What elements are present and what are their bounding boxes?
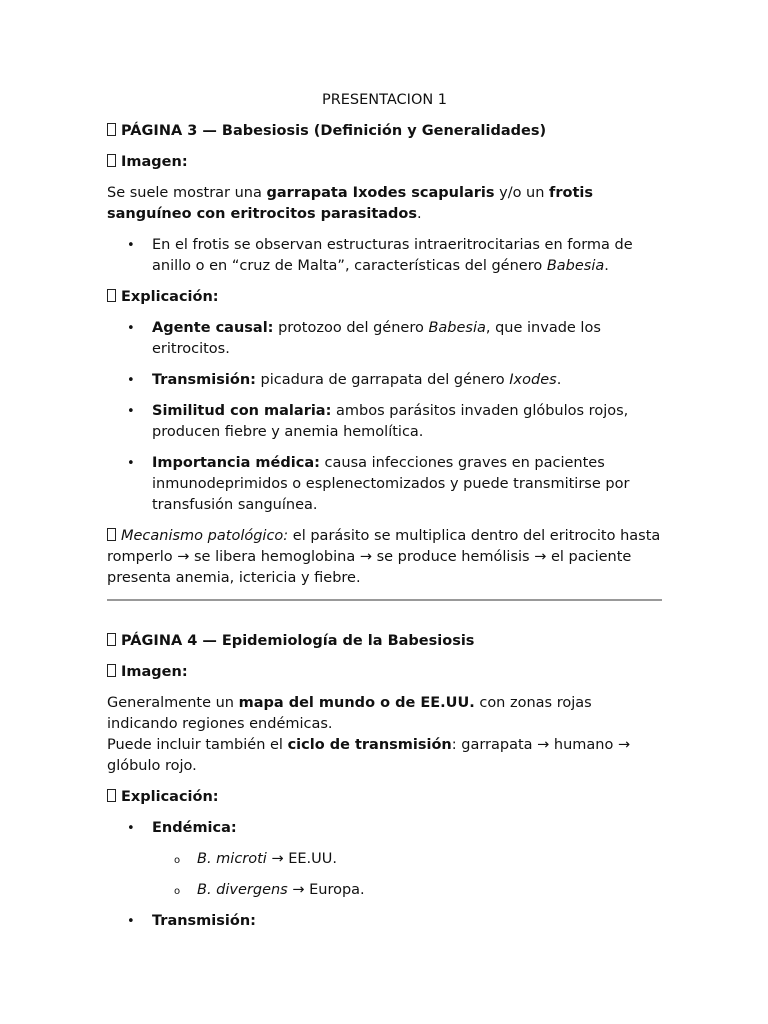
document-title: PRESENTACION 1	[321, 92, 448, 108]
missing-glyph-icon	[107, 123, 116, 136]
page3-imagen-text: Se suele mostrar una garrapata Ixodes scapularis y/o un frotis sanguíneo con eritrocitos parasitados.	[107, 185, 593, 222]
missing-glyph-icon	[107, 154, 116, 167]
list-item: o B. microti → EE.UU.	[152, 849, 662, 870]
missing-glyph-icon	[107, 528, 116, 541]
missing-glyph-icon	[107, 789, 116, 802]
list-item: • Transmisión:	[107, 911, 662, 932]
page4-explicacion-label: Explicación:	[107, 787, 662, 808]
endemica-sublist	[152, 849, 662, 901]
page4-imagen-label: Imagen:	[107, 662, 662, 683]
page3-mecanismo: Mecanismo patológico: el parásito se multiplica dentro del eritrocito hasta romperlo → se libera hemoglobina → se produce hemólisis → el paciente presenta anemia, ictericia y fiebre.	[107, 528, 661, 586]
list-item: • En el frotis se observan estructuras intraeritrocitarias en forma de anillo o en “cruz de Malta”, características del género Babesia.	[107, 235, 662, 277]
page3-explicacion-list	[107, 318, 662, 516]
page3-heading: PÁGINA 3 — Babesiosis (Definición y Generalidades)	[107, 121, 662, 142]
missing-glyph-icon	[107, 289, 116, 302]
list-item: • Endémica: o B. microti → EE.UU. o B. divergens → Europa.	[107, 818, 662, 901]
missing-glyph-icon	[107, 664, 116, 677]
page3-imagen-label: Imagen:	[107, 152, 662, 173]
page3-explicacion-label: Explicación:	[107, 287, 662, 308]
section-divider	[107, 599, 662, 601]
list-item: o B. divergens → Europa.	[152, 880, 662, 901]
list-item: • Agente causal: protozoo del género Babesia, que invade los eritrocitos.	[107, 318, 662, 360]
list-item: • Transmisión: picadura de garrapata del género Ixodes.	[107, 370, 662, 391]
page4-imagen-text: Generalmente un mapa del mundo o de EE.UU. con zonas rojas indicando regiones endémicas. Puede incluir también el ciclo de transmisión: garrapata → humano → glóbulo rojo.	[107, 695, 631, 774]
page4-heading: PÁGINA 4 — Epidemiología de la Babesiosis	[107, 631, 662, 652]
missing-glyph-icon	[107, 633, 116, 646]
page4-explicacion-list	[107, 818, 662, 932]
list-item: • Similitud con malaria: ambos parásitos invaden glóbulos rojos, producen fiebre y anemia hemolítica.	[107, 401, 662, 443]
list-item: • Importancia médica: causa infecciones graves en pacientes inmunodeprimidos o esplenectomizados y puede transmitirse por transfusión sanguínea.	[107, 453, 662, 516]
page3-imagen-list	[107, 235, 662, 277]
document-page	[107, 90, 662, 942]
